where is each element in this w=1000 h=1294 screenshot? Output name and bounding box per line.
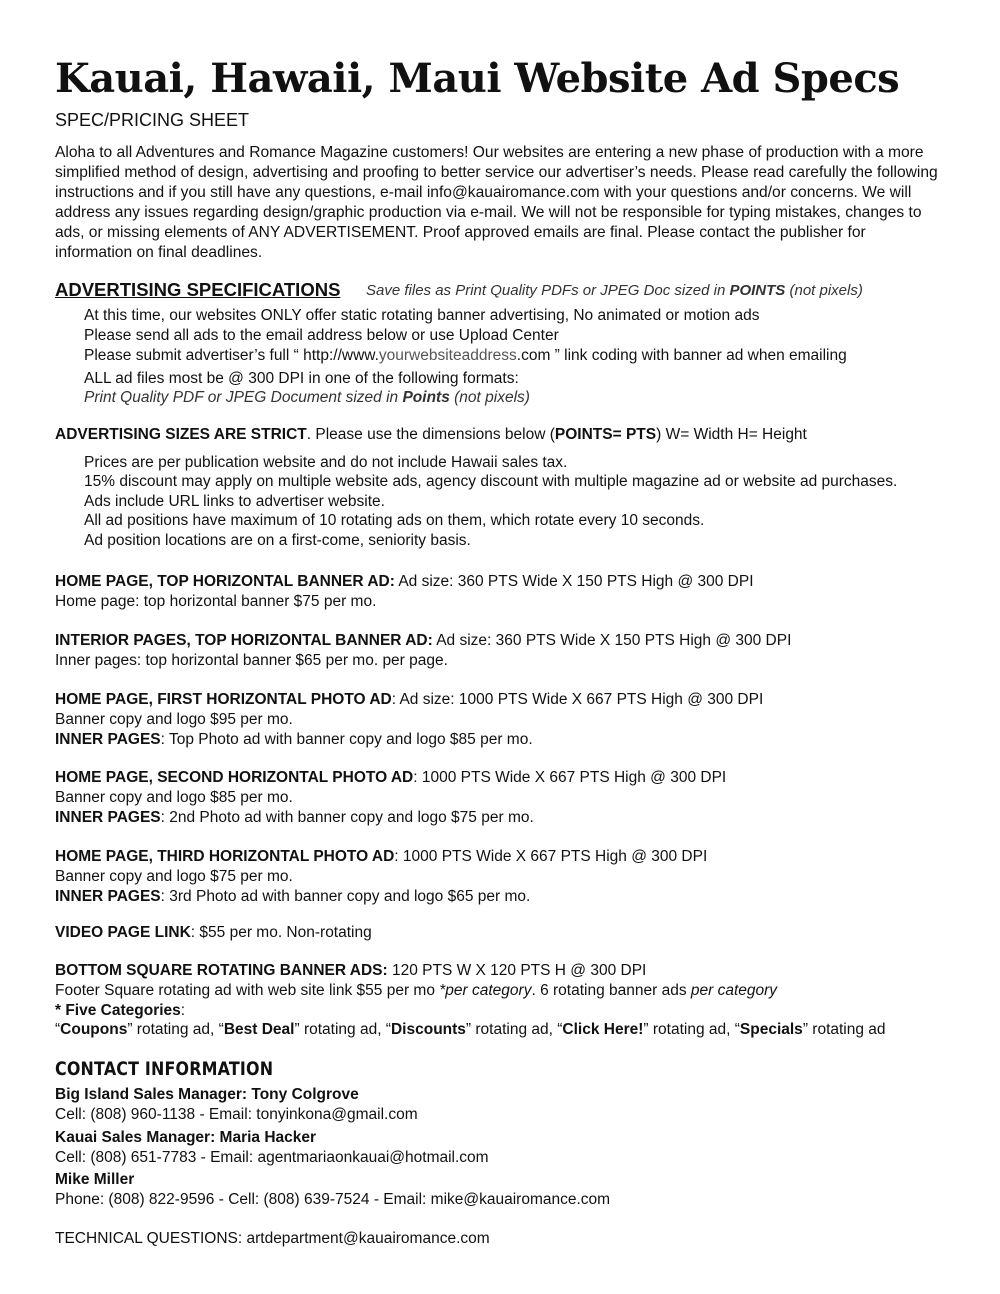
- sizes-note: 15% discount may apply on multiple website ads, agency discount with multiple magazine ad or website ad purchases.: [84, 473, 898, 490]
- link-placeholder: yourwebsiteaddress: [378, 347, 517, 364]
- contact-kauai-name: Kauai Sales Manager: Maria Hacker: [55, 1129, 317, 1146]
- note-suffix: (not pixels): [785, 282, 863, 299]
- quote: “: [55, 1021, 61, 1038]
- ad-price-line: Banner copy and logo $85 per mo.: [55, 789, 293, 806]
- link-prefix: Please submit advertiser’s full “ http://www.: [84, 347, 379, 364]
- ad-bottom-square-price: [55, 982, 777, 1000]
- category-separator: ” rotating ad, “: [127, 1021, 224, 1038]
- formats-text: Print Quality PDF or JPEG Document sized in: [84, 389, 403, 406]
- ad-heading: HOME PAGE, SECOND HORIZONTAL PHOTO AD: [55, 769, 414, 786]
- spec-line-formats: [84, 389, 530, 407]
- categories-list: [55, 1021, 886, 1039]
- ad-heading: INTERIOR PAGES, TOP HORIZONTAL BANNER AD:: [55, 632, 433, 649]
- inner-pages-label: INNER PAGES: [55, 731, 161, 748]
- contact-mike-name: Mike Miller: [55, 1171, 135, 1188]
- ad-size: : Ad size: 1000 PTS Wide X 667 PTS High @ 300 DPI: [391, 691, 764, 708]
- ad-size: Ad size: 360 PTS Wide X 150 PTS High @ 300 DPI: [432, 632, 792, 649]
- ad-home-third-photo: [55, 848, 707, 866]
- sizes-strict-label: ADVERTISING SIZES ARE STRICT: [55, 426, 307, 443]
- categories-heading: [55, 1002, 185, 1020]
- category-coupons: Coupons: [60, 1021, 128, 1038]
- formats-emphasis: Points: [402, 389, 450, 406]
- ad-home-second-photo: [55, 769, 726, 787]
- ad-home-top-banner: [55, 573, 754, 591]
- video-price: : $55 per mo. Non-rotating: [190, 924, 372, 941]
- category-end: ” rotating ad: [802, 1021, 886, 1038]
- category-separator: ” rotating ad, “: [294, 1021, 391, 1038]
- spec-line-send-ads: Please send all ads to the email address below or use Upload Center: [84, 327, 559, 344]
- contact-kauai-details: Cell: (808) 651-7783 - Email: agentmariaonkauai@hotmail.com: [55, 1149, 489, 1166]
- ad-size: 120 PTS W X 120 PTS H @ 300 DPI: [387, 962, 647, 979]
- per-category-note: per category: [690, 982, 778, 999]
- footer-price: Footer Square rotating ad with web site link $55 per mo: [55, 982, 440, 999]
- page-subtitle: SPEC/PRICING SHEET: [55, 110, 250, 130]
- contact-information-heading: CONTACT INFORMATION: [55, 1059, 274, 1080]
- ad-heading: HOME PAGE, FIRST HORIZONTAL PHOTO AD: [55, 691, 392, 708]
- video-label: VIDEO PAGE LINK: [55, 924, 191, 941]
- ad-price-line: Inner pages: top horizontal banner $65 per mo. per page.: [55, 652, 448, 669]
- ad-bottom-square: [55, 962, 646, 980]
- category-best-deal: Best Deal: [223, 1021, 295, 1038]
- categories-label: * Five Categories: [55, 1002, 181, 1019]
- ad-price-line: Banner copy and logo $95 per mo.: [55, 711, 293, 728]
- inner-pages-price: : 2nd Photo ad with banner copy and logo $75 per mo.: [160, 809, 534, 826]
- category-click-here: Click Here!: [562, 1021, 644, 1038]
- inner-pages-price: : Top Photo ad with banner copy and logo $85 per mo.: [160, 731, 533, 748]
- spec-line-static-banner: At this time, our websites ONLY offer static rotating banner advertising, No animated or motion ads: [84, 307, 760, 324]
- category-discounts: Discounts: [390, 1021, 466, 1038]
- spec-line-dpi: ALL ad files most be @ 300 DPI in one of the following formats:: [84, 370, 519, 387]
- ad-size: Ad size: 360 PTS Wide X 150 PTS High @ 300 DPI: [394, 573, 754, 590]
- page-title: Kauai, Hawaii, Maui Website Ad Specs: [55, 55, 900, 102]
- advertising-sizes-heading: [55, 426, 807, 444]
- category-specials: Specials: [739, 1021, 803, 1038]
- ad-size: : 1000 PTS Wide X 667 PTS High @ 300 DPI: [413, 769, 727, 786]
- sizes-note: All ad positions have maximum of 10 rotating ads on them, which rotate every 10 seconds.: [84, 512, 705, 529]
- category-separator: ” rotating ad, “: [465, 1021, 563, 1038]
- sizes-note: Ads include URL links to advertiser website.: [84, 493, 385, 510]
- ad-heading: HOME PAGE, TOP HORIZONTAL BANNER AD:: [55, 573, 395, 590]
- inner-pages-label: INNER PAGES: [55, 809, 161, 826]
- inner-pages-price: : 3rd Photo ad with banner copy and logo $65 per mo.: [160, 888, 531, 905]
- file-format-note: [366, 282, 863, 299]
- intro-paragraph: Aloha to all Adventures and Romance Magazine customers! Our websites are entering a new phase of production with a more simplified method of design, advertising and proofing to better service our advertiser’s needs. Please read carefully the following instructions and if you still have any questions, e-mail info@kauairomance.com with your questions and/or concerns. We will address any issues regarding design/graphic production via e-mail. We will not be responsible for typing mistakes, changes to ads, or missing elements of ANY ADVERTISEMENT. Proof approved emails are final. Please contact the publisher for information on final deadlines.: [55, 144, 938, 261]
- sizes-note: Ad position locations are on a first-come, seniority basis.: [84, 532, 471, 549]
- sizes-instruction: . Please use the dimensions below (: [306, 426, 555, 443]
- formats-suffix: (not pixels): [449, 389, 530, 406]
- per-category-note: *per category: [439, 982, 532, 999]
- note-text: Save files as Print Quality PDFs or JPEG Doc sized in: [366, 282, 730, 299]
- ad-heading: HOME PAGE, THIRD HORIZONTAL PHOTO AD: [55, 848, 395, 865]
- contact-big-island-name: Big Island Sales Manager: Tony Colgrove: [55, 1086, 359, 1103]
- technical-questions: TECHNICAL QUESTIONS: artdepartment@kauairomance.com: [55, 1230, 490, 1247]
- ad-size: : 1000 PTS Wide X 667 PTS High @ 300 DPI: [394, 848, 708, 865]
- ad-heading: BOTTOM SQUARE ROTATING BANNER ADS:: [55, 962, 388, 979]
- ad-interior-top-banner: [55, 632, 791, 650]
- inner-pages-label: INNER PAGES: [55, 888, 161, 905]
- contact-big-island-details: Cell: (808) 960-1138 - Email: tonyinkona@gmail.com: [55, 1106, 418, 1123]
- contact-mike-details: Phone: (808) 822-9596 - Cell: (808) 639-7524 - Email: mike@kauairomance.com: [55, 1191, 611, 1208]
- advertising-specifications-heading: ADVERTISING SPECIFICATIONS: [55, 279, 341, 300]
- spec-line-link-coding: [84, 347, 847, 365]
- ad-inner-pages-line: [55, 731, 533, 749]
- ad-price-line: Home page: top horizontal banner $75 per mo.: [55, 593, 377, 610]
- ad-inner-pages-line: [55, 888, 530, 906]
- note-emphasis: POINTS: [729, 282, 786, 299]
- points-label: POINTS= PTS: [554, 426, 657, 443]
- rotating-count: . 6 rotating banner ads: [531, 982, 691, 999]
- sizes-note: Prices are per publication website and do not include Hawaii sales tax.: [84, 454, 568, 471]
- link-suffix: .com ” link coding with banner ad when emailing: [516, 347, 847, 364]
- dimension-legend: ) W= Width H= Height: [656, 426, 807, 443]
- ad-price-line: Banner copy and logo $75 per mo.: [55, 868, 293, 885]
- ad-home-first-photo: [55, 691, 763, 709]
- ad-video-page-link: [55, 924, 372, 942]
- categories-colon: :: [180, 1002, 186, 1019]
- category-separator: ” rotating ad, “: [643, 1021, 740, 1038]
- ad-inner-pages-line: [55, 809, 534, 827]
